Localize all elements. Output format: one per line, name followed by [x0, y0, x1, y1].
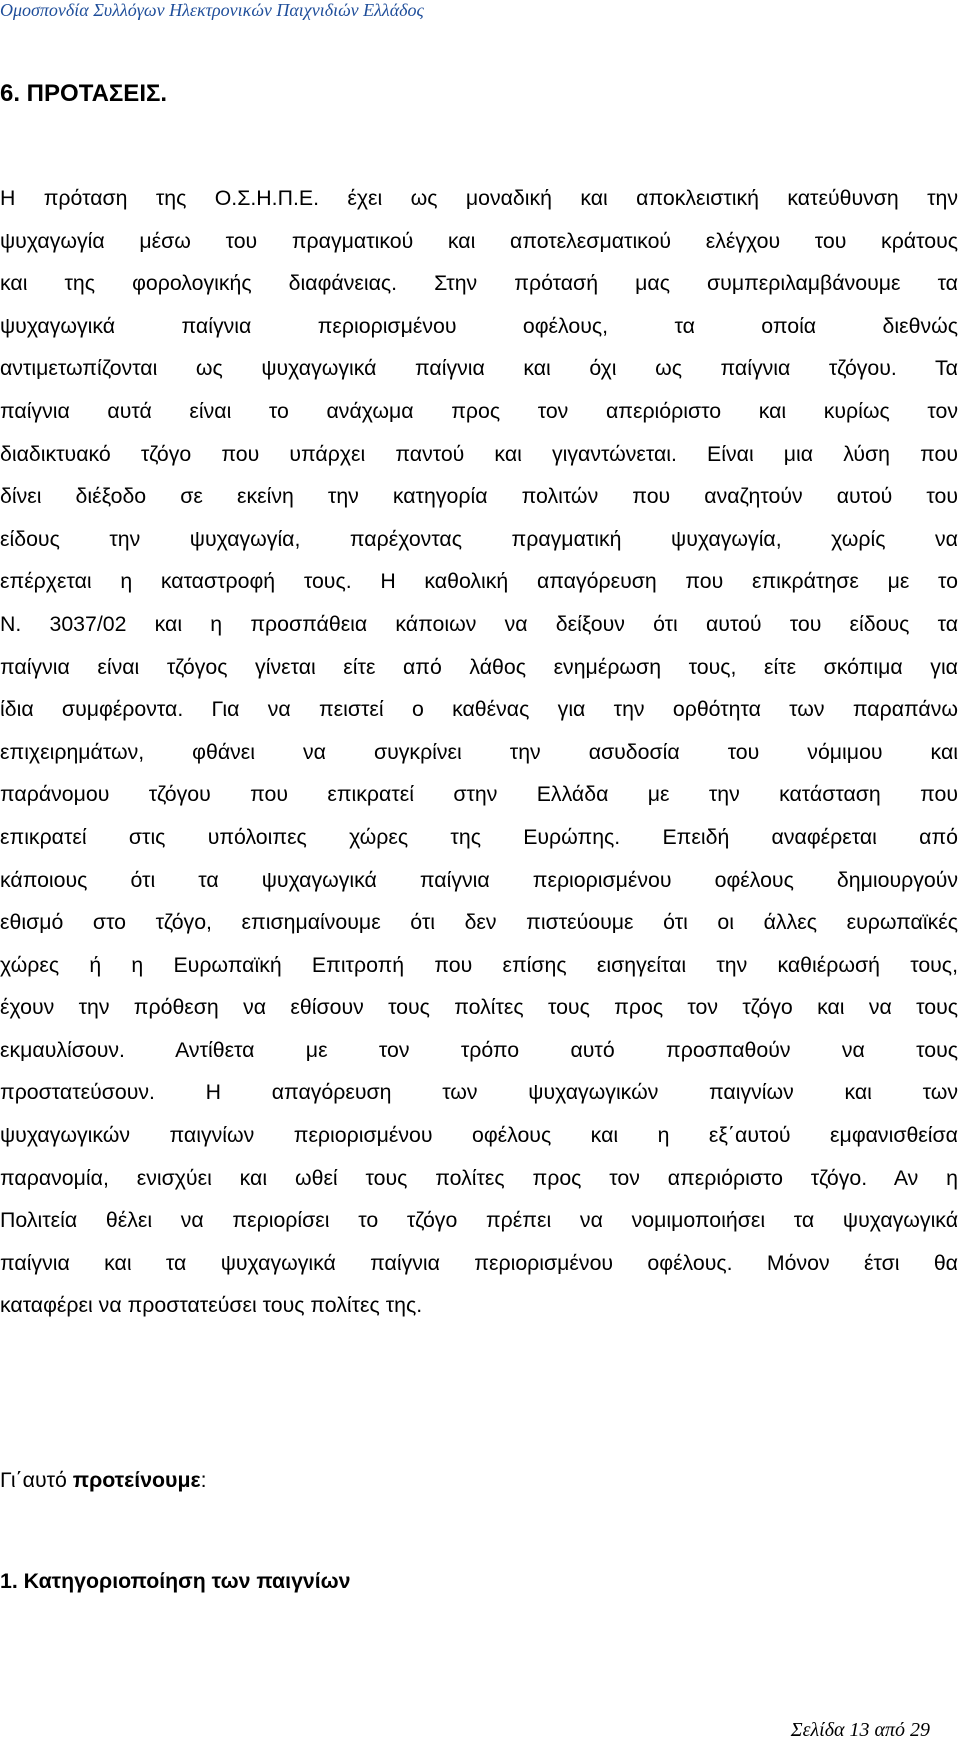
page-number-footer: Σελίδα 13 από 29 — [790, 1719, 930, 1741]
paragraph-line: παρανομία, ενισχύει και ωθεί τους πολίτες προς τον απεριόριστο τζόγο. Αν η — [0, 1165, 958, 1190]
paragraph-line: ίδια συμφέροντα. Για να πειστεί ο καθένας για την ορθότητα των παραπάνω — [0, 697, 958, 722]
paragraph-line: κάποιους ότι τα ψυχαγωγικά παίγνια περιορισμένου οφέλους δημιουργούν — [0, 867, 958, 892]
paragraph-line: Η πρόταση της Ο.Σ.Η.Π.Ε. έχει ως μοναδική και αποκλειστική κατεύθυνση την — [0, 186, 958, 210]
paragraph-line: αντιμετωπίζονται ως ψυχαγωγικά παίγνια και όχι ως παίγνια τζόγου. Τα — [0, 356, 958, 381]
proposal-intro — [0, 1466, 207, 1494]
paragraph-line: εθισμό στο τζόγο, επισημαίνουμε ότι δεν πιστεύουμε ότι οι άλλες ευρωπαϊκές — [0, 910, 958, 935]
body-paragraph — [0, 177, 958, 1327]
paragraph-line: έχουν την πρόθεση να εθίσουν τους πολίτες τους προς τον τζόγο και να τους — [0, 995, 958, 1020]
paragraph-line: καταφέρει να προστατεύσει τους πολίτες της. — [0, 1293, 423, 1318]
paragraph-line: παίγνια είναι τζόγος γίνεται είτε από λάθος ενημέρωση τους, είτε σκόπιμα για — [0, 654, 958, 679]
paragraph-line: χώρες ή η Ευρωπαϊκή Επιτροπή που επίσης εισηγείται την καθιέρωσή τους, — [0, 952, 958, 977]
paragraph-line: παίγνια αυτά είναι το ανάχωμα προς τον απεριόριστο και κυρίως τον — [0, 398, 958, 423]
proposal-intro-prefix: Γι΄αυτό — [0, 1468, 73, 1492]
paragraph-line: διαδικτυακό τζόγο που υπάρχει παντού και γιγαντώνεται. Είναι μια λύση που — [0, 441, 958, 466]
proposal-intro-emphasis: προτείνουμε — [72, 1468, 201, 1492]
paragraph-line: και της φορολογικής διαφάνειας. Στην πρότασή μας συμπεριλαμβάνουμε τα — [0, 271, 958, 296]
paragraph-line: επιχειρημάτων, φθάνει να συγκρίνει την ασυδοσία του νόμιμου και — [0, 739, 958, 764]
paragraph-line: Πολιτεία θέλει να περιορίσει το τζόγο πρέπει να νομιμοποιήσει τα ψυχαγωγικά — [0, 1208, 958, 1233]
subsection-heading: 1. Κατηγοριοποίηση των παιγνίων — [0, 1569, 351, 1593]
paragraph-line: εκμαυλίσουν. Αντίθετα με τον τρόπο αυτό προσπαθούν να τους — [0, 1037, 958, 1062]
proposal-intro-suffix: : — [200, 1468, 207, 1492]
paragraph-line: επικρατεί στις υπόλοιπες χώρες της Ευρώπης. Επειδή αναφέρεται από — [0, 824, 958, 849]
paragraph-line: ψυχαγωγία μέσω του πραγματικού και αποτελεσματικού ελέγχου του κράτους — [0, 228, 958, 253]
section-heading: 6. ΠΡΟΤΑΣΕΙΣ. — [0, 80, 168, 107]
paragraph-line: Ν. 3037/02 και η προσπάθεια κάποιων να δείξουν ότι αυτού του είδους τα — [0, 611, 958, 636]
running-header: Ομοσπονδία Συλλόγων Ηλεκτρονικών Παιχνιδιών Ελλάδος — [0, 0, 424, 20]
paragraph-line: παίγνια και τα ψυχαγωγικά παίγνια περιορισμένου οφέλους. Μόνον έτσι θα — [0, 1250, 958, 1275]
paragraph-line: παράνομου τζόγου που επικρατεί στην Ελλάδα με την κατάσταση που — [0, 782, 958, 807]
paragraph-line: επέρχεται η καταστροφή τους. Η καθολική απαγόρευση που επικράτησε με το — [0, 569, 958, 594]
paragraph-line: ψυχαγωγικών παιγνίων περιορισμένου οφέλους και η εξ΄αυτού εμφανισθείσα — [0, 1123, 958, 1148]
paragraph-line: ψυχαγωγικά παίγνια περιορισμένου οφέλους, τα οποία διεθνώς — [0, 313, 958, 338]
paragraph-line: δίνει διέξοδο σε εκείνη την κατηγορία πολιτών που αναζητούν αυτού του — [0, 484, 958, 509]
paragraph-line: προστατεύσουν. Η απαγόρευση των ψυχαγωγικών παιγνίων και των — [0, 1080, 958, 1105]
paragraph-line: είδους την ψυχαγωγία, παρέχοντας πραγματική ψυχαγωγία, χωρίς να — [0, 526, 958, 551]
